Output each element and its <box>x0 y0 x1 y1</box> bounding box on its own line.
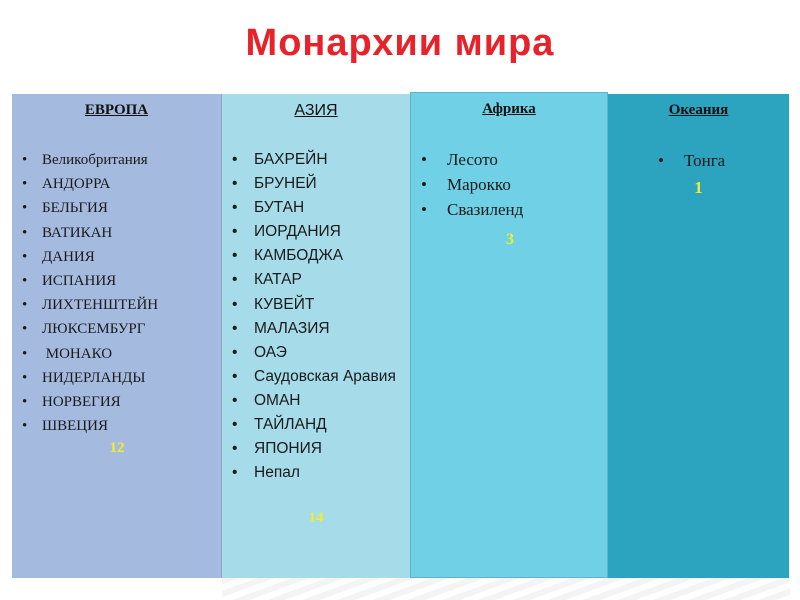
list-item <box>232 317 402 341</box>
bullet-icon: • <box>22 418 28 435</box>
list-item <box>232 196 402 220</box>
country-name: НОРВЕГИЯ <box>42 393 121 410</box>
bullet-icon: • <box>232 175 238 193</box>
country-name: БАХРЕЙН <box>254 151 328 168</box>
country-name: ДАНИЯ <box>42 248 95 265</box>
list-item <box>22 172 158 196</box>
country-name: БРУНЕЙ <box>254 175 317 193</box>
list-item <box>22 366 158 390</box>
country-name: Лесото <box>447 150 498 169</box>
bullet-icon: • <box>232 151 238 168</box>
country-name: Тонга <box>684 151 726 170</box>
bullet-icon: • <box>22 152 28 168</box>
list-item <box>22 390 158 414</box>
bullet-icon: • <box>421 200 427 219</box>
bullet-icon: • <box>232 440 238 458</box>
country-name: ОМАН <box>254 391 301 409</box>
list-item <box>22 293 158 317</box>
list-item <box>232 341 402 365</box>
bullet-icon: • <box>22 393 28 410</box>
bullet-icon: • <box>421 175 427 194</box>
country-name: Марокко <box>447 175 511 194</box>
bullet-icon: • <box>22 272 28 289</box>
list-item <box>232 461 402 485</box>
country-list-africa <box>421 147 523 222</box>
bullet-icon: • <box>22 248 28 265</box>
country-list-oceania <box>658 148 725 173</box>
list-item <box>22 269 158 293</box>
list-item <box>421 172 523 197</box>
bullet-icon: • <box>232 416 238 434</box>
list-item <box>22 414 158 438</box>
list-item <box>22 317 158 341</box>
country-name: КУВЕЙТ <box>254 295 315 313</box>
bullet-icon: • <box>22 176 28 193</box>
panel-header-africa: Африка <box>482 101 536 117</box>
list-item <box>232 389 402 413</box>
list-item <box>22 245 158 269</box>
bullet-icon: • <box>22 321 28 338</box>
bullet-icon: • <box>421 150 427 169</box>
country-name: ВАТИКАН <box>42 224 113 241</box>
country-name: ОАЭ <box>254 343 287 361</box>
country-name: Свазиленд <box>447 200 524 219</box>
panel-asia <box>222 94 410 578</box>
panel-header-europe: ЕВРОПА <box>84 102 149 118</box>
bullet-icon: • <box>22 224 28 241</box>
list-item <box>232 148 402 172</box>
bullet-icon: • <box>232 247 238 265</box>
list-item <box>232 437 402 461</box>
country-name: НИДЕРЛАНДЫ <box>42 369 146 386</box>
decorative-shadow <box>222 578 790 600</box>
list-item <box>232 268 402 292</box>
bullet-icon: • <box>658 151 664 170</box>
panel-header-asia: АЗИЯ <box>294 102 338 119</box>
list-item <box>22 221 158 245</box>
country-name: АНДОРРА <box>42 176 111 193</box>
panel-header-oceania: Океания <box>668 102 729 118</box>
count-asia: 14 <box>308 510 324 526</box>
country-name: ИОРДАНИЯ <box>254 223 341 241</box>
country-list-asia <box>232 148 402 485</box>
list-item <box>421 197 523 222</box>
bullet-icon: • <box>22 200 28 217</box>
bullet-icon: • <box>22 369 28 386</box>
list-item <box>232 293 402 317</box>
list-item <box>232 413 402 437</box>
country-list-europe <box>22 148 158 438</box>
bullet-icon: • <box>232 271 238 289</box>
country-name: Великобритания <box>42 152 148 168</box>
bullet-icon: • <box>22 297 28 314</box>
bullet-icon: • <box>232 464 238 482</box>
list-item <box>232 220 402 244</box>
list-item <box>658 148 725 173</box>
list-item <box>22 148 158 172</box>
list-item <box>22 342 158 366</box>
list-item <box>232 365 402 389</box>
bullet-icon: • <box>232 391 238 409</box>
bullet-icon: • <box>22 345 28 362</box>
bullet-icon: • <box>232 295 238 313</box>
country-name: ЛИХТЕНШТЕЙН <box>42 297 159 314</box>
panel-africa <box>410 92 608 578</box>
count-oceania: 1 <box>694 178 703 197</box>
country-name: КАМБОДЖА <box>254 247 344 265</box>
country-name: МАЛАЗИЯ <box>254 319 330 337</box>
country-name: БЕЛЬГИЯ <box>42 200 108 217</box>
country-name: БУТАН <box>254 199 305 217</box>
bullet-icon: • <box>232 367 238 385</box>
country-name: Саудовская Аравия <box>254 367 396 385</box>
bullet-icon: • <box>232 343 238 361</box>
panel-europe <box>12 94 222 578</box>
country-name: ИСПАНИЯ <box>42 272 117 289</box>
bullet-icon: • <box>232 319 238 337</box>
list-item <box>232 172 402 196</box>
country-name: ТАЙЛАНД <box>254 416 327 434</box>
bullet-icon: • <box>232 199 238 217</box>
country-name: КАТАР <box>254 271 302 289</box>
slide-title: Монархии мира <box>245 22 555 64</box>
country-name: ШВЕЦИЯ <box>42 418 108 435</box>
list-item <box>232 244 402 268</box>
count-africa: 3 <box>506 231 514 248</box>
list-item <box>22 196 158 220</box>
bullet-icon: • <box>232 223 238 241</box>
panel-oceania <box>608 94 789 578</box>
country-name: Непал <box>254 464 300 482</box>
count-europe: 12 <box>109 440 125 456</box>
country-name: ЛЮКСЕМБУРГ <box>42 321 146 338</box>
country-name: ЯПОНИЯ <box>254 440 322 458</box>
list-item <box>421 147 523 172</box>
country-name: МОНАКО <box>42 345 113 362</box>
